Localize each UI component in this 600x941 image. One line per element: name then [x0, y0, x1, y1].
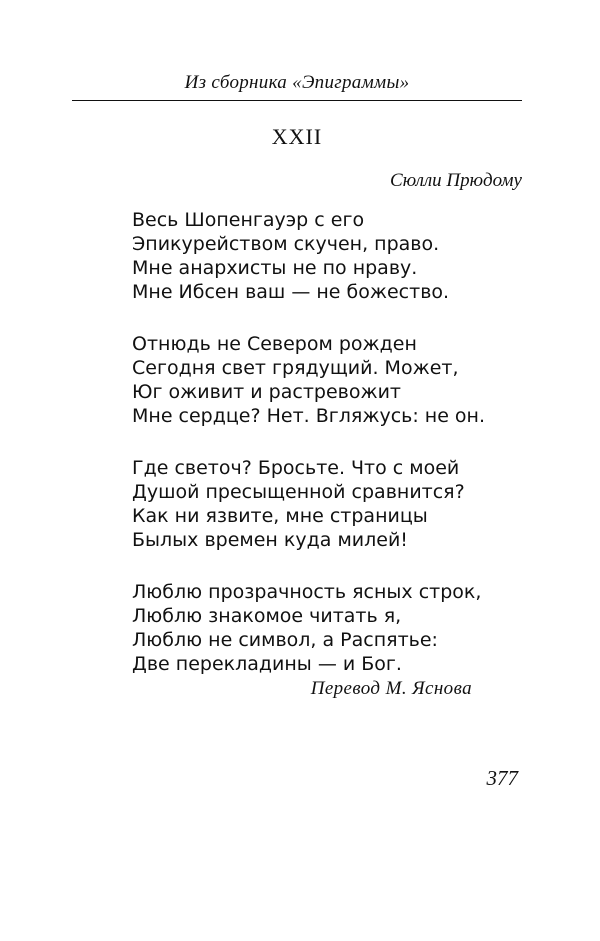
translator-credit: Перевод М. Яснова	[310, 678, 472, 699]
running-head-rule	[72, 100, 522, 101]
dedication: Сюлли Прюдому	[390, 170, 522, 191]
poem-number: XXII	[271, 124, 323, 149]
poem-line: Люблю не символ, а Распятье:	[132, 629, 438, 651]
stanza-1	[132, 208, 522, 304]
stanza-3	[132, 456, 522, 552]
poem-line: Где светоч? Бросьте. Что с моей	[132, 457, 460, 479]
poem-line: Эпикурейством скучен, право.	[132, 233, 440, 255]
poem-line: Былых времен куда милей!	[132, 529, 408, 551]
poem-line: Мне анархисты не по нраву.	[132, 257, 418, 279]
poem-line: Отнюдь не Севером рожден	[132, 333, 417, 355]
poem-line: Люблю прозрачность ясных строк,	[132, 581, 482, 603]
poem-line: Юг оживит и растревожит	[132, 381, 401, 403]
stanza-4	[132, 580, 522, 676]
poem-line: Душой пресыщенной сравнится?	[132, 481, 465, 503]
poem-line: Две перекладины — и Бог.	[132, 653, 402, 675]
running-head: Из сборника «Эпиграммы»	[184, 72, 410, 93]
poem-line: Мне Ибсен ваш — не божество.	[132, 281, 450, 303]
poem-line: Как ни язвите, мне страницы	[132, 505, 428, 527]
page-number: 377	[486, 766, 518, 790]
poem-line: Мне сердце? Нет. Вгляжусь: не он.	[132, 405, 486, 427]
poem-line: Весь Шопенгауэр с его	[132, 209, 365, 231]
stanza-2	[132, 332, 522, 428]
poem-line: Сегодня свет грядущий. Может,	[132, 357, 459, 379]
poem-body	[132, 208, 522, 704]
poem-line: Люблю знакомое читать я,	[132, 605, 402, 627]
